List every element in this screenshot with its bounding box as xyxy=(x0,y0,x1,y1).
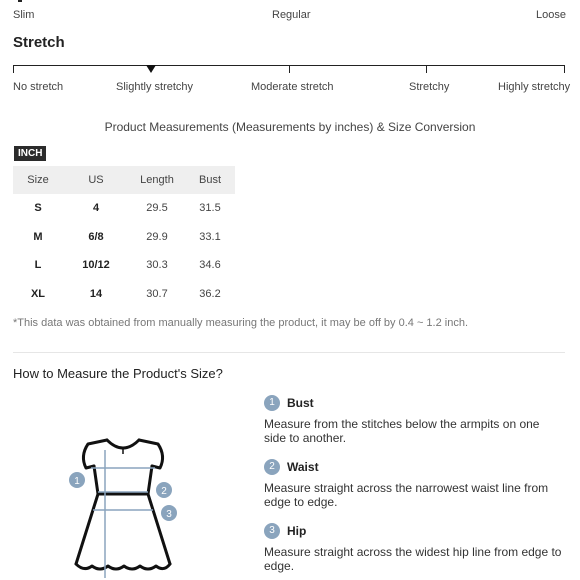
stretch-option-slightly: Slightly stretchy xyxy=(116,81,194,93)
stretch-title: Stretch xyxy=(13,34,65,51)
stretch-option-highly: Highly stretchy xyxy=(498,81,571,93)
step-desc-waist: Measure straight across the narrowest waist line from edge to edge. xyxy=(264,481,549,509)
step-title-bust: Bust xyxy=(287,395,314,410)
cell-length: 29.5 xyxy=(146,202,168,215)
fit-label-slim: Slim xyxy=(13,9,35,21)
cell-bust: 33.1 xyxy=(199,230,221,243)
measurements-title: Product Measurements (Measurements by inches) & Size Conversion xyxy=(104,120,476,134)
cell-us: 10/12 xyxy=(82,259,110,272)
cell-bust: 31.5 xyxy=(199,202,221,215)
step-title-hip: Hip xyxy=(287,523,307,538)
header-size: Size xyxy=(13,166,63,194)
stretch-pointer-icon xyxy=(146,65,156,73)
unit-badge[interactable]: INCH xyxy=(14,146,46,161)
step-bust xyxy=(264,394,314,412)
diagram-label-1: 1 xyxy=(74,476,80,487)
section-divider xyxy=(13,352,565,353)
stretch-tick xyxy=(564,65,565,73)
table-row xyxy=(13,223,235,252)
stretch-tick xyxy=(289,65,290,73)
cell-size: XL xyxy=(30,287,46,300)
cell-us: 14 xyxy=(89,287,103,300)
diagram-label-3: 3 xyxy=(166,509,172,520)
fit-scale xyxy=(0,0,580,24)
stretch-option-no: No stretch xyxy=(13,81,64,93)
size-table xyxy=(13,166,235,308)
cell-bust: 34.6 xyxy=(199,259,221,272)
cell-size: S xyxy=(34,202,42,215)
step-number-2: 2 xyxy=(264,459,280,475)
howto-title: How to Measure the Product's Size? xyxy=(13,366,223,381)
header-bust: Bust xyxy=(185,166,235,194)
dress-diagram xyxy=(60,432,190,580)
step-waist xyxy=(264,458,319,476)
step-desc-bust: Measure from the stitches below the armpits on one side to another. xyxy=(264,417,540,445)
step-title-waist: Waist xyxy=(287,459,319,474)
diagram-label-2: 2 xyxy=(161,486,167,497)
cell-size: L xyxy=(34,259,42,272)
stretch-option-moderate: Moderate stretch xyxy=(251,81,334,93)
cell-length: 30.7 xyxy=(146,287,168,300)
header-us: US xyxy=(63,166,129,194)
step-number-3: 3 xyxy=(264,523,280,539)
step-number-1: 1 xyxy=(264,395,280,411)
measurement-disclaimer: *This data was obtained from manually measuring the product, it may be off by 0.4 ~ 1.2 inch. xyxy=(13,317,469,329)
fit-label-loose: Loose xyxy=(536,9,566,21)
cell-bust: 36.2 xyxy=(199,287,221,300)
header-length: Length xyxy=(129,166,185,194)
fit-label-regular: Regular xyxy=(272,9,311,21)
table-row xyxy=(13,280,235,309)
cell-length: 30.3 xyxy=(146,259,168,272)
stretch-option-stretchy: Stretchy xyxy=(409,81,450,93)
cell-length: 29.9 xyxy=(146,230,168,243)
fit-marker-slim xyxy=(18,0,22,2)
step-desc-hip: Measure straight across the widest hip line from edge to edge. xyxy=(264,545,562,573)
table-row xyxy=(13,194,235,223)
table-row xyxy=(13,251,235,280)
cell-us: 4 xyxy=(92,202,100,215)
cell-us: 6/8 xyxy=(88,230,104,243)
step-hip xyxy=(264,522,306,540)
stretch-tick xyxy=(426,65,427,73)
stretch-tick xyxy=(13,65,14,73)
cell-size: M xyxy=(33,230,43,243)
table-header-row xyxy=(13,166,235,194)
